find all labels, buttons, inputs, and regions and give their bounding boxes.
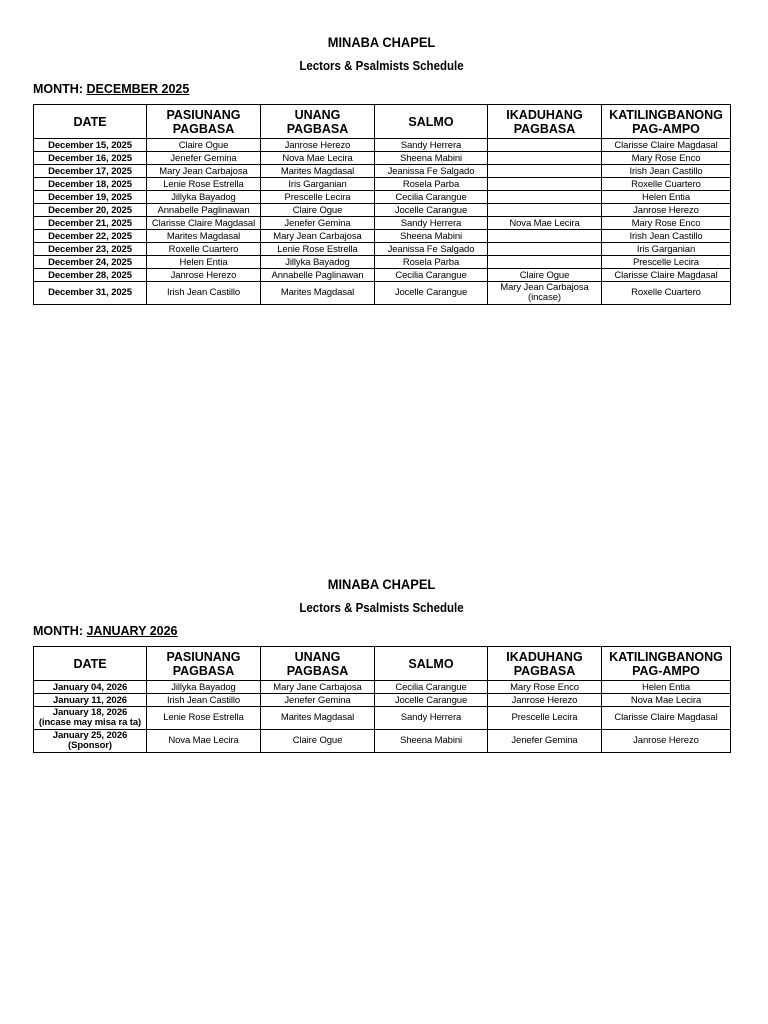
unang-cell-text: Marites Magdasal (280, 712, 355, 723)
pag-ampo-cell (602, 243, 731, 256)
pasiunang-cell-text: Mary Jean Carbajosa (159, 165, 248, 177)
salmo-cell-text: Cecilia Carangue (395, 681, 467, 693)
unang-cell (261, 165, 375, 178)
salmo-cell-text: Jocelle Carangue (394, 204, 468, 216)
salmo-cell-text: Sheena Mabini (399, 230, 463, 242)
unang-cell-text: Jillyka Bayadog (285, 256, 350, 268)
date-cell (34, 152, 147, 165)
pasiunang-cell (147, 282, 261, 305)
pasiunang-cell (147, 204, 261, 217)
ikaduhang-cell (488, 217, 602, 230)
ikaduhang-cell-text: Claire Ogue (519, 269, 570, 281)
date-cell-text: December 28, 2025 (48, 269, 132, 281)
salmo-cell (375, 694, 488, 707)
date-cell (34, 243, 147, 256)
pasiunang-cell (147, 707, 261, 730)
table-row (34, 730, 731, 753)
table-row (34, 282, 731, 305)
pag-ampo-cell-text: Clarisse Claire Magdasal (614, 712, 718, 723)
unang-cell-text: Nova Mae Lecira (282, 152, 353, 164)
ikaduhang-cell-text: Prescelle Lecira (511, 712, 578, 723)
salmo-cell (375, 681, 488, 694)
col-header-unang: UNANG PAGBASA (261, 647, 375, 681)
pag-ampo-cell (602, 204, 731, 217)
ikaduhang-cell-text: Jenefer Gemina (511, 735, 578, 746)
unang-cell (261, 243, 375, 256)
pag-ampo-cell (602, 178, 731, 191)
unang-cell-text: Iris Garganian (288, 178, 347, 190)
pasiunang-cell (147, 139, 261, 152)
salmo-cell-text: Sandy Herrera (400, 139, 462, 151)
col-header-ikaduhang: IKADUHANG PAGBASA (488, 647, 602, 681)
salmo-cell (375, 282, 488, 305)
pag-ampo-cell-text: Mary Rose Enco (631, 152, 701, 164)
salmo-cell-text: Sheena Mabini (399, 735, 463, 746)
table-row (34, 256, 731, 269)
date-cell (34, 681, 147, 694)
date-cell-text: December 18, 2025 (48, 178, 132, 190)
date-cell-text: December 22, 2025 (48, 230, 132, 242)
col-header-salmo: SALMO (375, 105, 488, 139)
ikaduhang-cell-text: Mary Rose Enco (510, 681, 579, 693)
ikaduhang-cell-text: Nova Mae Lecira (509, 217, 580, 229)
pag-ampo-cell-text: Roxelle Cuartero (631, 178, 701, 190)
chapel-title: MINABA CHAPEL (327, 576, 436, 592)
salmo-cell-text: Sandy Herrera (400, 217, 462, 229)
pasiunang-cell (147, 191, 261, 204)
date-cell-text: December 16, 2025 (48, 152, 132, 164)
month-label: MONTH: (33, 82, 83, 96)
date-cell-text: December 31, 2025 (48, 287, 132, 298)
pasiunang-cell (147, 178, 261, 191)
table-row (34, 204, 731, 217)
salmo-cell (375, 165, 488, 178)
date-cell (34, 178, 147, 191)
table-row (34, 217, 731, 230)
date-cell (34, 139, 147, 152)
pag-ampo-cell-text: Clarisse Claire Magdasal (614, 269, 718, 281)
date-cell (34, 730, 147, 753)
date-cell (34, 217, 147, 230)
date-cell-text: December 19, 2025 (48, 191, 132, 203)
pag-ampo-cell (602, 730, 731, 753)
table-row (34, 243, 731, 256)
pag-ampo-cell (602, 694, 731, 707)
pasiunang-cell (147, 152, 261, 165)
ikaduhang-cell (488, 282, 602, 305)
date-cell-text: January 11, 2026 (53, 694, 127, 706)
ikaduhang-cell (488, 230, 602, 243)
pag-ampo-cell (602, 282, 731, 305)
unang-cell-text: Jenefer Gemina (284, 217, 351, 229)
table-row (34, 230, 731, 243)
schedule-table (33, 104, 731, 305)
ikaduhang-cell (488, 165, 602, 178)
salmo-cell-text: Jeanissa Fe Salgado (387, 165, 475, 177)
ikaduhang-cell (488, 204, 602, 217)
pasiunang-cell (147, 217, 261, 230)
pasiunang-cell-text: Lenie Rose Estrella (163, 178, 244, 190)
month-heading (33, 623, 730, 640)
pag-ampo-cell (602, 256, 731, 269)
pasiunang-cell (147, 681, 261, 694)
salmo-cell (375, 256, 488, 269)
pasiunang-cell (147, 730, 261, 753)
salmo-cell-text: Cecilia Carangue (395, 191, 467, 203)
pasiunang-cell-text: Irish Jean Castillo (166, 287, 241, 298)
table-row (34, 191, 731, 204)
date-cell-text: January 04, 2026 (52, 681, 128, 693)
date-cell-text: December 23, 2025 (48, 243, 132, 255)
pag-ampo-cell-text: Clarisse Claire Magdasal (614, 139, 718, 151)
date-cell-text: January 18, 2026 (52, 707, 128, 718)
pasiunang-cell-text: Roxelle Cuartero (168, 243, 239, 255)
unang-cell-text: Jenefer Gemina (284, 694, 351, 706)
date-cell-text: December 24, 2025 (48, 256, 132, 268)
date-cell (34, 230, 147, 243)
date-cell-text: December 21, 2025 (48, 217, 132, 229)
salmo-cell (375, 730, 488, 753)
date-cell (34, 165, 147, 178)
ikaduhang-cell (488, 730, 602, 753)
col-header-unang: UNANG PAGBASA (261, 105, 375, 139)
unang-cell-text: Marites Magdasal (280, 165, 355, 177)
unang-cell (261, 730, 375, 753)
pasiunang-cell (147, 165, 261, 178)
month-value: JANUARY 2026 (86, 624, 178, 638)
pag-ampo-cell (602, 681, 731, 694)
pag-ampo-cell (602, 230, 731, 243)
pasiunang-cell (147, 243, 261, 256)
pasiunang-cell (147, 694, 261, 707)
date-cell-text: December 15, 2025 (48, 139, 132, 151)
ikaduhang-cell (488, 152, 602, 165)
ikaduhang-cell-note: (incase) (528, 292, 561, 303)
table-body (34, 681, 731, 753)
unang-cell (261, 204, 375, 217)
unang-cell-text: Claire Ogue (292, 204, 343, 216)
pag-ampo-cell-text: Helen Entia (641, 191, 690, 203)
salmo-cell (375, 243, 488, 256)
pag-ampo-cell-text: Prescelle Lecira (633, 256, 699, 268)
unang-cell (261, 282, 375, 305)
schedule-december (33, 32, 730, 305)
pag-ampo-cell (602, 191, 731, 204)
col-header-pag-ampo: KATILINGBANONG PAG-AMPO (602, 647, 731, 681)
unang-cell (261, 230, 375, 243)
month-label: MONTH: (33, 624, 83, 638)
pag-ampo-cell-text: Iris Garganian (636, 243, 696, 255)
pasiunang-cell (147, 256, 261, 269)
table-row (34, 178, 731, 191)
pag-ampo-cell-text: Irish Jean Castillo (629, 165, 703, 177)
pasiunang-cell-text: Helen Entia (179, 256, 228, 268)
unang-cell-text: Marites Magdasal (280, 287, 355, 298)
ikaduhang-cell (488, 256, 602, 269)
unang-cell-text: Mary Jane Carbajosa (273, 681, 362, 693)
col-header-ikaduhang: IKADUHANG PAGBASA (488, 105, 602, 139)
pasiunang-cell-text: Jenefer Gemina (170, 152, 237, 164)
unang-cell (261, 269, 375, 282)
ikaduhang-cell (488, 694, 602, 707)
salmo-cell-text: Rosela Parba (402, 178, 460, 190)
pasiunang-cell-text: Jillyka Bayadog (171, 681, 236, 693)
pag-ampo-cell-text: Mary Rose Enco (631, 217, 701, 229)
col-header-date: DATE (34, 105, 147, 139)
unang-cell (261, 152, 375, 165)
date-cell (34, 282, 147, 305)
table-row (34, 165, 731, 178)
salmo-cell-text: Sandy Herrera (400, 712, 462, 723)
month-value: DECEMBER 2025 (86, 82, 190, 96)
table-row (34, 139, 731, 152)
ikaduhang-cell (488, 243, 602, 256)
unang-cell (261, 178, 375, 191)
unang-cell (261, 256, 375, 269)
salmo-cell (375, 217, 488, 230)
ikaduhang-cell-text: Mary Jean Carbajosa (500, 282, 589, 293)
salmo-cell (375, 191, 488, 204)
schedule-january (33, 574, 730, 753)
ikaduhang-cell (488, 191, 602, 204)
unang-cell (261, 191, 375, 204)
date-cell (34, 256, 147, 269)
ikaduhang-cell (488, 681, 602, 694)
salmo-cell (375, 139, 488, 152)
salmo-cell-text: Jocelle Carangue (394, 694, 468, 706)
salmo-cell (375, 230, 488, 243)
date-cell (34, 204, 147, 217)
ikaduhang-cell (488, 178, 602, 191)
unang-cell (261, 217, 375, 230)
pag-ampo-cell (602, 217, 731, 230)
date-cell-text: January 25, 2026 (52, 730, 128, 741)
schedule-subtitle: Lectors & Psalmists Schedule (299, 601, 464, 615)
date-cell (34, 269, 147, 282)
pasiunang-cell (147, 230, 261, 243)
col-header-pag-ampo: KATILINGBANONG PAG-AMPO (602, 105, 731, 139)
unang-cell (261, 694, 375, 707)
salmo-cell-text: Rosela Parba (402, 256, 460, 268)
table-row (34, 681, 731, 694)
pasiunang-cell-text: Lenie Rose Estrella (163, 712, 244, 723)
schedule-table (33, 646, 731, 753)
salmo-cell-text: Jocelle Carangue (394, 287, 468, 298)
pasiunang-cell (147, 269, 261, 282)
date-cell (34, 694, 147, 707)
table-row (34, 269, 731, 282)
header-row (34, 647, 731, 681)
pasiunang-cell-text: Claire Ogue (178, 139, 229, 151)
pasiunang-cell-text: Clarisse Claire Magdasal (151, 217, 256, 229)
unang-cell-text: Janrose Herezo (284, 139, 351, 151)
unang-cell-text: Lenie Rose Estrella (277, 243, 358, 255)
pag-ampo-cell-text: Janrose Herezo (633, 204, 699, 216)
col-header-pasiunang: PASIUNANG PAGBASA (147, 105, 261, 139)
unang-cell (261, 681, 375, 694)
table-row (34, 707, 731, 730)
pag-ampo-cell (602, 165, 731, 178)
unang-cell (261, 707, 375, 730)
unang-cell-text: Prescelle Lecira (284, 191, 351, 203)
col-header-date: DATE (34, 647, 147, 681)
date-cell-note: (Sponsor) (68, 740, 112, 751)
salmo-cell-text: Jeanissa Fe Salgado (387, 243, 475, 255)
salmo-cell (375, 152, 488, 165)
date-cell (34, 707, 147, 730)
unang-cell (261, 139, 375, 152)
month-heading (33, 81, 730, 98)
pag-ampo-cell-text: Nova Mae Lecira (630, 694, 702, 706)
date-cell-note: (incase may misa ra ta) (38, 717, 142, 728)
pasiunang-cell-text: Janrose Herezo (170, 269, 237, 281)
ikaduhang-cell (488, 269, 602, 282)
pag-ampo-cell (602, 269, 731, 282)
ikaduhang-cell (488, 139, 602, 152)
schedule-subtitle: Lectors & Psalmists Schedule (299, 59, 464, 73)
pag-ampo-cell (602, 139, 731, 152)
table-row (34, 152, 731, 165)
date-cell (34, 191, 147, 204)
ikaduhang-cell (488, 707, 602, 730)
salmo-cell (375, 269, 488, 282)
salmo-cell (375, 204, 488, 217)
col-header-salmo: SALMO (375, 647, 488, 681)
date-cell-text: December 20, 2025 (48, 204, 132, 216)
salmo-cell-text: Sheena Mabini (399, 152, 463, 164)
salmo-cell-text: Cecilia Carangue (395, 269, 467, 281)
pasiunang-cell-text: Annabelle Paglinawan (157, 204, 250, 216)
pag-ampo-cell-text: Helen Entia (641, 681, 690, 693)
pasiunang-cell-text: Irish Jean Castillo (166, 694, 241, 706)
pag-ampo-cell (602, 707, 731, 730)
chapel-title: MINABA CHAPEL (327, 34, 436, 50)
col-header-pasiunang: PASIUNANG PAGBASA (147, 647, 261, 681)
salmo-cell (375, 707, 488, 730)
pag-ampo-cell-text: Irish Jean Castillo (629, 230, 703, 242)
pag-ampo-cell (602, 152, 731, 165)
pag-ampo-cell-text: Roxelle Cuartero (631, 287, 701, 298)
unang-cell-text: Mary Jean Carbajosa (273, 230, 362, 242)
unang-cell-text: Annabelle Paglinawan (271, 269, 364, 281)
salmo-cell (375, 178, 488, 191)
pasiunang-cell-text: Jillyka Bayadog (171, 191, 236, 203)
pasiunang-cell-text: Marites Magdasal (166, 230, 241, 242)
ikaduhang-cell-text: Janrose Herezo (511, 694, 578, 706)
pag-ampo-cell-text: Janrose Herezo (633, 735, 699, 746)
pasiunang-cell-text: Nova Mae Lecira (168, 735, 239, 746)
table-row (34, 694, 731, 707)
date-cell-text: December 17, 2025 (48, 165, 132, 177)
table-body (34, 139, 731, 305)
header-row (34, 105, 731, 139)
unang-cell-text: Claire Ogue (292, 735, 343, 746)
